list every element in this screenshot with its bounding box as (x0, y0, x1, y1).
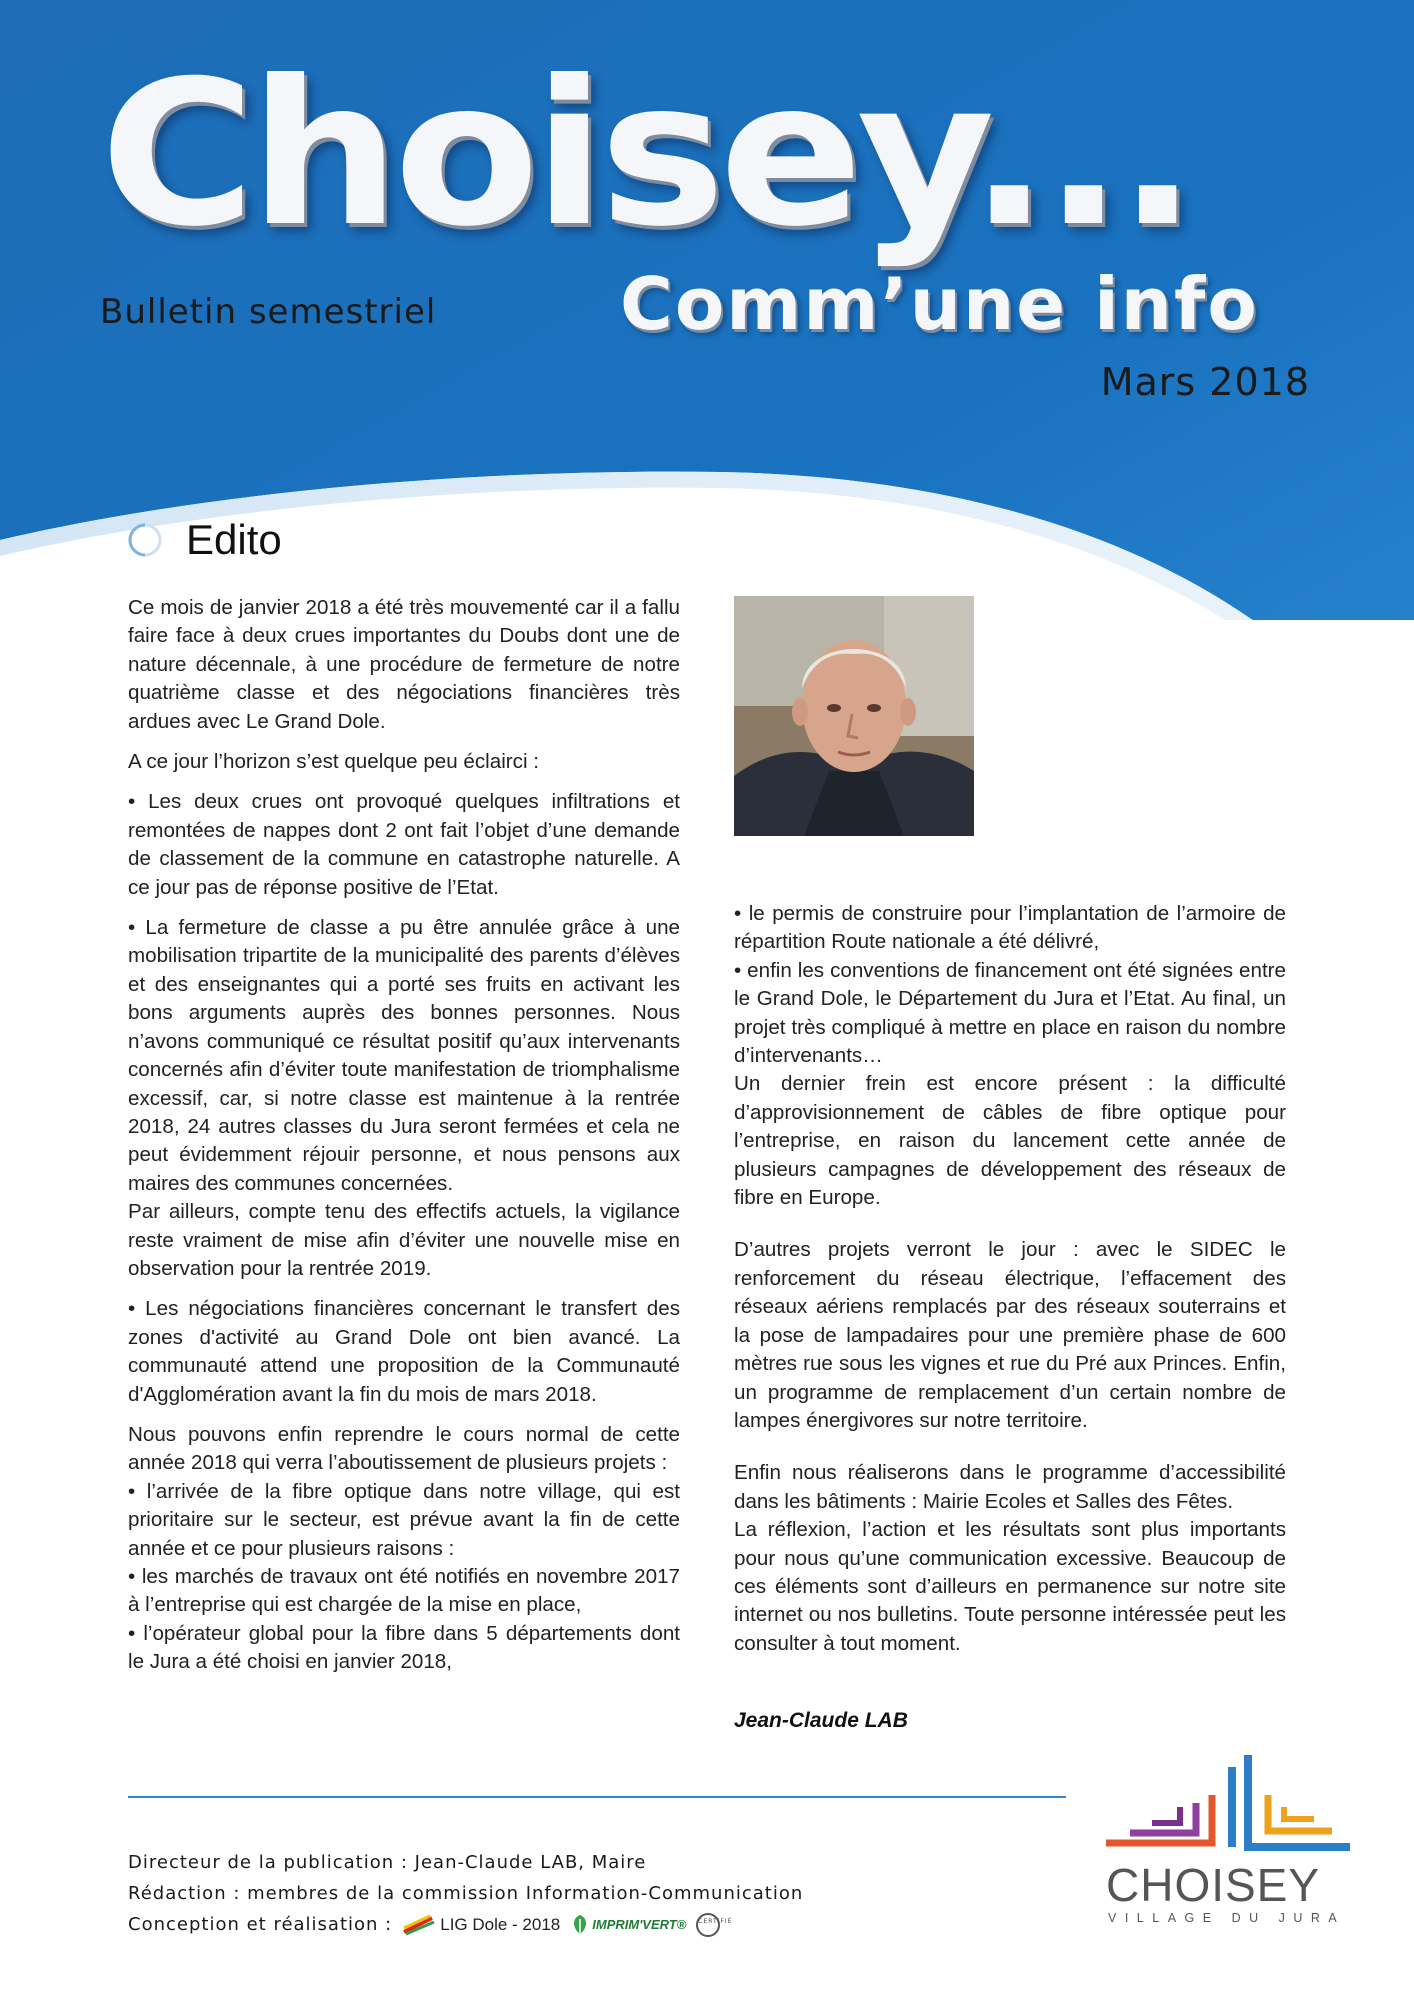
bulletin-frequency: Bulletin semestriel (100, 292, 437, 332)
edito-signature: Jean-Claude LAB (734, 1709, 908, 1732)
credit-design-label: Conception et réalisation : (128, 1914, 393, 1935)
printer-name: LIG Dole - 2018 (440, 1915, 561, 1934)
issue-date: Mars 2018 (1100, 360, 1310, 404)
edito-left-column (128, 594, 680, 1677)
edito-paragraph: Enfin nous réaliserons dans le programme d’accessibilité dans les bâtiments : Mairie Ecoles et Salles des Fêtes. La réflexion, l’action et les résultats sont plus importants pour nous qu’une communication excessive. Beaucoup de ces éléments sont d’ailleurs en permanence sur notre site internet ou nos bulletins. Toute personne intéressée peut les consulter à tout moment. (734, 1461, 1286, 1655)
edito-paragraph: Nous pouvons enfin reprendre le cours normal de cette année 2018 qui verra l’aboutissement de plusieurs projets : • l’arrivée de la fibre optique dans notre village, qui est prioritaire sur le secteur, est prévue avant la fin de cette année et ce pour plusieurs raisons : • les marchés de travaux ont été notifiés en novembre 2017 à l’entreprise qui est chargée de la mise en place, • l’opérateur global pour la fibre dans 5 départements dont le Jura a été choisi en janvier 2018, (128, 1422, 680, 1674)
credit-editorial: Rédaction : membres de la commission Information-Communication (128, 1883, 804, 1904)
edito-paragraph: Ce mois de janvier 2018 a été très mouvementé car il a fallu faire face à deux crues importantes du Doubs dont une de nature décennale, à une procédure de fermeture de notre quatrième classe et des négociations financières très ardues avec Le Grand Dole. (128, 596, 680, 733)
certified-seal: CERTIFIÉ (696, 1913, 720, 1937)
imprim-vert-label: IMPRIM'VERT® (592, 1917, 687, 1932)
circle-bullet-icon (128, 523, 162, 557)
masthead-title: Choisey... (100, 38, 1192, 271)
edito-paragraph: • La fermeture de classe a pu être annulée grâce à une mobilisation tripartite de la municipalité des parents d’élèves et des enseignantes qui a porté ses fruits en activant les bons arguments auprès des bonnes personnes. Nous n’avons communiqué ce résultat positif qu’aux intervenants concernés afin d’éviter toute manifestation de triomphalisme excessif, car, si notre classe est maintenue à la rentrée 2018, 24 autres classes du Jura seront fermées et cela ne peut évidemment réjouir personne, et nous pensons aux maires des communes concernées. Par ailleurs, compte tenu des effectifs actuels, la vigilance reste vraiment de mise afin d’éviter une nouvelle mise en observation pour la rentrée 2019. (128, 916, 680, 1280)
edito-heading (128, 510, 282, 570)
mayor-portrait (734, 596, 974, 836)
edito-title: Edito (186, 516, 282, 563)
edito-paragraph: A ce jour l’horizon s’est quelque peu éclairci : (128, 750, 539, 774)
edito-paragraph: D’autres projets verront le jour : avec le SIDEC le renforcement du réseau électrique, l’effacement des réseaux aériens remplacés par des réseaux souterrains et la pose de lampadaires pour une première phase de 600 mètres rue sous les vignes et rue du Pré aux Princes. Enfin, un programme de remplacement d’un certain nombre de lampes énergivores sur notre territoire. (734, 1238, 1286, 1432)
lig-logo-icon (402, 1914, 436, 1936)
edito-paragraph: • Les négociations financières concernant le transfert des zones d'activité au Grand Dole ont bien avancé. La communauté attend une proposition de la Communauté d'Agglomération avant la fin du mois de mars 2018. (128, 1297, 680, 1406)
edito-paragraph: • Les deux crues ont provoqué quelques infiltrations et remontées de nappes dont 2 ont fait l’objet d’une demande de classement de la commune en catastrophe naturelle. A ce jour pas de réponse positive de l’Etat. (128, 790, 680, 899)
footer-divider (128, 1796, 1066, 1798)
brand-tagline: VILLAGE DU JURA (1108, 1911, 1346, 1925)
edito-right-column (734, 900, 1286, 1658)
credit-director: Directeur de la publication : Jean-Claude LAB, Maire (128, 1852, 647, 1873)
masthead-subtitle: Comm’une info (620, 262, 1259, 346)
edito-paragraph: • le permis de construire pour l’implantation de l’armoire de répartition Route nationale a été délivré, • enfin les conventions de financement ont été signées entre le Grand Dole, le Département du Jura et l’Etat. Au final, un projet très compliqué à mettre en place en raison du nombre d’intervenants… Un dernier frein est encore présent : la difficulté d’approvisionnement de câbles de fibre optique pour l’entreprise, en raison du lancement cette année de plusieurs campagnes de développement des réseaux de fibre en Europe. (734, 902, 1286, 1210)
publication-credits (128, 1847, 803, 1940)
leaf-icon (570, 1914, 590, 1936)
printer-logos (402, 1909, 733, 1940)
brand-name: CHOISEY (1106, 1859, 1321, 1911)
credit-design (128, 1909, 803, 1940)
